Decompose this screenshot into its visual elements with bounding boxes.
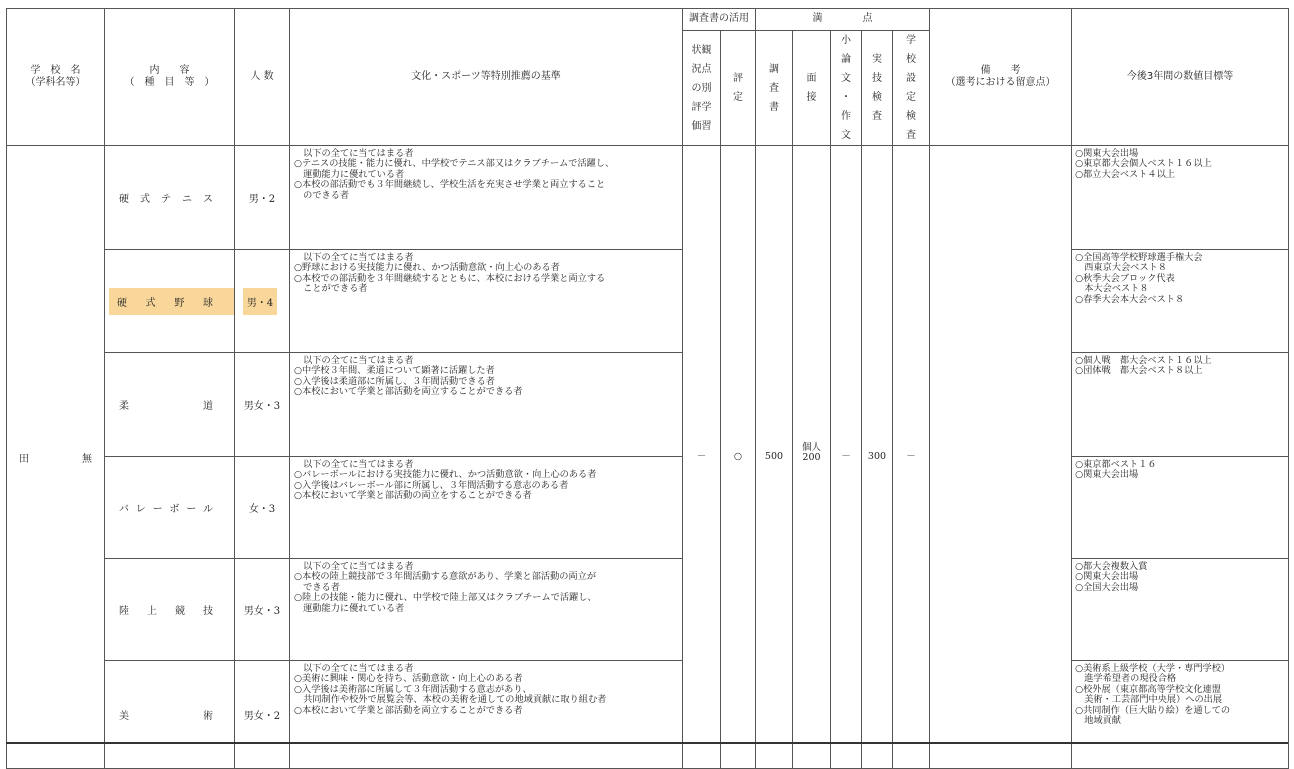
subject-char: ー	[152, 504, 164, 515]
subject-char: 技	[203, 606, 214, 617]
header-essay-char: 文	[841, 73, 851, 84]
criteria-cell: 以下の全てに当てはまる者 ○美術に興味・関心を持ち、活動意欲・向上心のある者 ○入学後は美術部に所属して３年間活動する意志があり、 共同制作や校外で展覧会等、本校の美術を通しての地域貢献に取り組む者 ○本校において学業と部活動を両立することができる者	[290, 661, 683, 769]
header-status-eval-char: 価習	[691, 120, 712, 132]
count-cell	[235, 661, 290, 769]
header-survey-use: 調査書の活用	[683, 9, 756, 31]
bottom-rule	[6, 742, 1288, 744]
header-school-line1: 学 校 名	[30, 64, 81, 76]
count-value: 男・2	[248, 194, 276, 205]
header-school	[7, 9, 105, 146]
subject-char: 術	[203, 711, 214, 722]
subject-char: 柔	[119, 401, 130, 412]
header-school-test-char: 検	[906, 111, 917, 122]
table-row	[7, 353, 1289, 457]
table-row	[7, 559, 1289, 661]
criteria-cell: 以下の全てに当てはまる者 ○バレーボールにおける実技能力に優れ、かつ活動意欲・向上心のある者 ○入学後はバレーボール部に所属し、３年間活動する意志のある者 ○本校において学業と部活動の両立をすることができる者	[290, 457, 683, 559]
score-school-test: －	[893, 146, 930, 769]
header-status-eval-char: の別	[691, 82, 712, 94]
header-survey-doc-char: 書	[769, 101, 779, 113]
targets-cell: ○全国高等学校野球選手権大会 西東京大会ベスト８ ○秋季大会ブロック代表 本大会ベスト８ ○春季大会本大会ベスト８	[1072, 250, 1289, 353]
header-school-line2: （学科名等）	[25, 77, 86, 88]
header-status-eval	[683, 31, 721, 146]
header-remarks-line2: （選考における留意点）	[945, 77, 1056, 88]
header-school-test-char: 設	[906, 73, 917, 84]
table-row	[7, 250, 1289, 353]
subject-char: ル	[202, 504, 214, 515]
subject-char: バ	[119, 504, 130, 515]
targets-cell: ○美術系上級学校（大学・専門学校） 進学希望者の現役合格 ○校外展（東京都高等学校文化連盟 美術・工芸部門中央展）への出展 ○共同制作（巨大貼り絵）を通しての 地域貢献	[1072, 661, 1289, 769]
criteria-cell: 以下の全てに当てはまる者 ○本校の陸上競技部で３年間活動する意欲があり、学業と部活動の両立が できる者 ○陸上の技能・能力に優れ、中学校で陸上部又はクラブチームで活躍し、 運動能力に優れている者	[290, 559, 683, 661]
count-value: 男女・2	[243, 711, 281, 722]
score-survey-doc: 500	[756, 146, 793, 769]
header-full-score: 満 点	[756, 9, 930, 31]
subject-char: 硬	[117, 297, 128, 309]
header-criteria: 文化・スポーツ等特別推薦の基準	[290, 9, 683, 146]
header-practical-char: 査	[872, 111, 882, 122]
score-status-eval: －	[683, 146, 721, 769]
subject-char: ニ	[182, 194, 193, 205]
header-survey-doc	[756, 31, 793, 146]
header-practical-char: 実	[872, 54, 882, 65]
criteria-cell: 以下の全てに当てはまる者 ○中学校３年間、柔道について顕著に活躍した者 ○入学後は柔道部に所属し、３年間活動できる者 ○本校において学業と部活動を両立することができる者	[290, 353, 683, 457]
header-status-eval-char: 状観	[691, 44, 712, 56]
header-school-test-char: 定	[906, 92, 917, 103]
subject-char: 球	[202, 297, 214, 309]
targets-cell: ○関東大会出場 ○東京都大会個人ベスト１６以上 ○都立大会ベスト４以上	[1072, 146, 1289, 250]
table-row	[7, 457, 1289, 559]
header-content-line2: （ 種 目 等 ）	[124, 77, 215, 88]
header-rating	[721, 31, 756, 146]
score-essay: －	[831, 146, 862, 769]
header-practical-char: 検	[872, 92, 882, 103]
header-school-test-char: 校	[906, 54, 917, 65]
header-interview	[793, 31, 831, 146]
score-practical: 300	[862, 146, 893, 769]
count-value: 男女・3	[243, 401, 281, 412]
subject-cell	[105, 457, 235, 559]
header-content-line1: 内 容	[149, 64, 190, 76]
header-essay	[831, 31, 862, 146]
count-cell	[235, 559, 290, 661]
count-value: 女・3	[248, 504, 276, 515]
header-essay-char: 作	[841, 111, 851, 122]
school-name-char: 無	[82, 453, 92, 465]
remarks-cell	[930, 146, 1072, 769]
criteria-cell: 以下の全てに当てはまる者 ○野球における実技能力に優れ、かつ活動意欲・向上心のある者 ○本校での部活動を３年間継続するとともに、本校における学業と両立する ことができる者	[290, 250, 683, 353]
header-essay-char: 論	[841, 54, 851, 65]
criteria-cell: 以下の全てに当てはまる者 ○テニスの技能・能力に優れ、中学校でテニス部又はクラブチームで活躍し、 運動能力に優れている者 ○本校の部活動でも３年間継続し、学校生活を充実させ学業と両立すること のできる者	[290, 146, 683, 250]
header-interview-char: 面	[806, 73, 817, 84]
subject-char: 野	[174, 297, 186, 309]
header-school-test-char: 学	[906, 35, 917, 46]
targets-cell: ○東京都ベスト１６ ○関東大会出場	[1072, 457, 1289, 559]
subject-cell	[105, 250, 235, 353]
subject-cell	[105, 146, 235, 250]
count-cell	[235, 457, 290, 559]
count-cell	[235, 250, 290, 353]
count-value: 男女・3	[243, 606, 281, 617]
header-essay-char: ・	[841, 92, 851, 103]
subject-char: 美	[119, 711, 130, 722]
targets-cell: ○個人戦 都大会ベスト１６以上 ○団体戦 都大会ベスト８以上	[1072, 353, 1289, 457]
subject-cell	[105, 661, 235, 769]
header-remarks	[930, 9, 1072, 146]
header-interview-char: 接	[806, 92, 817, 103]
header-essay-char: 文	[841, 130, 851, 141]
header-rating-char: 評	[733, 73, 743, 84]
subject-char: テ	[161, 194, 172, 205]
subject-char: 道	[203, 401, 214, 412]
subject-cell	[105, 353, 235, 457]
table-row	[7, 661, 1289, 769]
subject-char: ー	[186, 504, 198, 515]
score-rating: ○	[721, 146, 756, 769]
header-content	[105, 9, 235, 146]
subject-char: 式	[140, 194, 151, 205]
count-cell	[235, 146, 290, 250]
school-name-char: 田	[19, 453, 29, 465]
subject-char: 式	[145, 297, 157, 309]
subject-char: 上	[147, 606, 158, 617]
subject-char: 硬	[119, 194, 130, 205]
header-targets: 今後3年間の数値目標等	[1072, 9, 1289, 146]
recommendation-table	[6, 8, 1289, 769]
header-survey-doc-char: 査	[769, 82, 779, 94]
header-essay-char: 小	[841, 35, 851, 46]
subject-char: レ	[135, 504, 147, 515]
header-remarks-line1: 備 考	[980, 64, 1021, 76]
header-status-eval-char: 評学	[691, 101, 712, 113]
count-cell	[235, 353, 290, 457]
score-interview: 個人 200	[793, 146, 831, 769]
targets-cell: ○都大会複数入賞 ○関東大会出場 ○全国大会出場	[1072, 559, 1289, 661]
table-row	[7, 146, 1289, 250]
school-name	[7, 146, 105, 769]
count-value: 男・4	[243, 288, 277, 315]
header-school-test-char: 査	[906, 130, 917, 141]
header-survey-doc-char: 調	[769, 63, 779, 75]
header-school-test	[893, 31, 930, 146]
header-rating-char: 定	[733, 92, 743, 103]
subject-char: ス	[203, 194, 214, 205]
subject-char: ボ	[169, 504, 181, 515]
subject-char: 陸	[119, 606, 130, 617]
header-status-eval-char: 況点	[691, 63, 712, 75]
subject-cell	[105, 559, 235, 661]
header-count: 人 数	[235, 9, 290, 146]
header-practical-char: 技	[872, 73, 882, 84]
header-practical	[862, 31, 893, 146]
subject-char: 競	[175, 606, 186, 617]
